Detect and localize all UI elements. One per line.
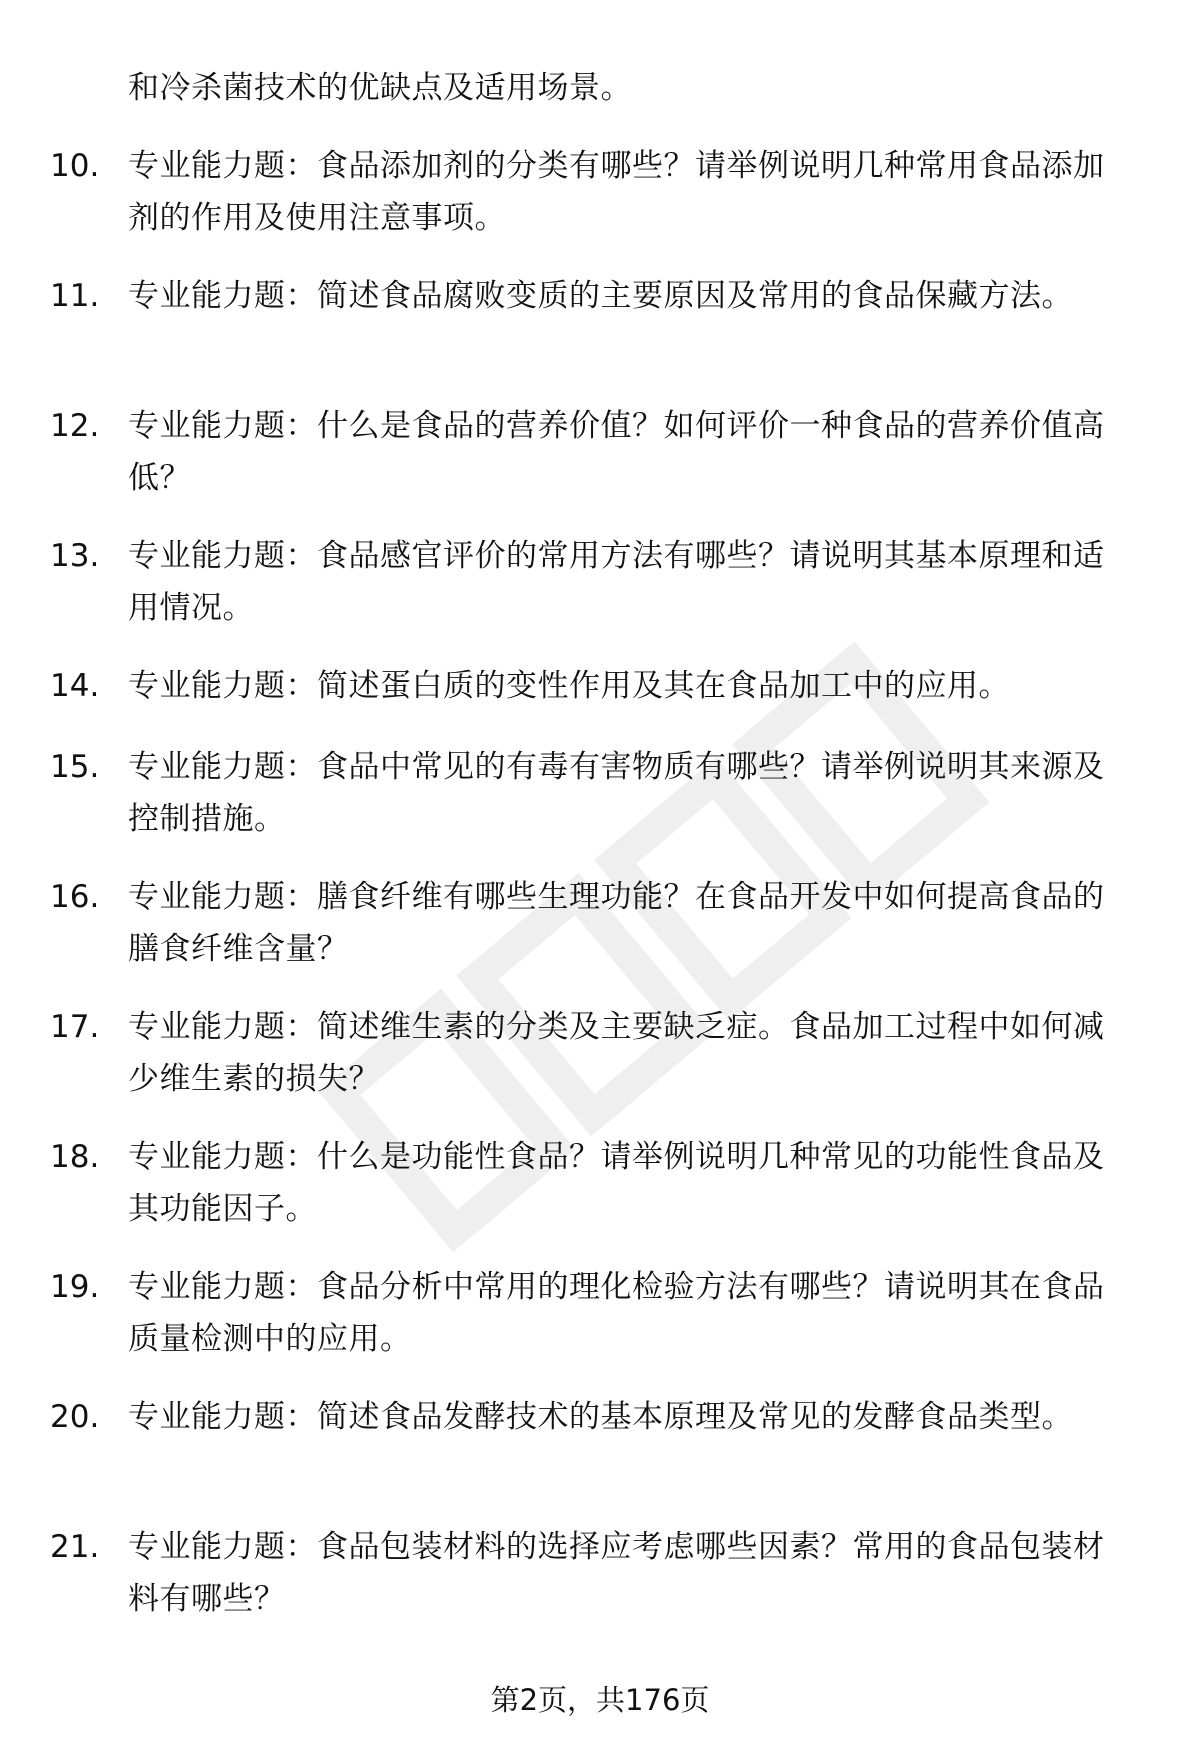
- question-number: 14.: [50, 668, 100, 704]
- question-text: 专业能力题：简述蛋白质的变性作用及其在食品加工中的应用。: [128, 668, 1010, 704]
- question-number: 18.: [50, 1139, 100, 1175]
- list-item: [0, 1261, 1200, 1391]
- list-item: [0, 871, 1200, 1001]
- question-text: 专业能力题：食品包装材料的选择应考虑哪些因素？常用的食品包装材料有哪些？: [128, 1529, 1105, 1617]
- question-text: 专业能力题：简述食品发酵技术的基本原理及常见的发酵食品类型。: [128, 1399, 1073, 1435]
- question-number: 17.: [50, 1009, 100, 1045]
- list-item: [0, 741, 1200, 871]
- list-item: [0, 1131, 1200, 1261]
- question-text: 专业能力题：简述维生素的分类及主要缺乏症。食品加工过程中如何减少维生素的损失？: [128, 1009, 1105, 1097]
- list-item: [0, 530, 1200, 660]
- question-text: 专业能力题：食品感官评价的常用方法有哪些？请说明其基本原理和适用情况。: [128, 538, 1105, 626]
- question-text: 专业能力题：简述食品腐败变质的主要原因及常用的食品保藏方法。: [128, 278, 1073, 314]
- question-number: 15.: [50, 749, 100, 785]
- question-number: 21.: [50, 1529, 100, 1565]
- question-text: 专业能力题：食品分析中常用的理化检验方法有哪些？请说明其在食品质量检测中的应用。: [128, 1269, 1105, 1357]
- question-number: 19.: [50, 1269, 100, 1305]
- question-text: 专业能力题：膳食纤维有哪些生理功能？在食品开发中如何提高食品的膳食纤维含量？: [128, 879, 1105, 967]
- question-number: 12.: [50, 408, 100, 444]
- continued-text: 和冷杀菌技术的优缺点及适用场景。: [128, 70, 632, 106]
- question-number: 20.: [50, 1399, 100, 1435]
- question-number: 11.: [50, 278, 100, 314]
- list-item: [0, 270, 1200, 400]
- question-text: 专业能力题：什么是功能性食品？请举例说明几种常见的功能性食品及其功能因子。: [128, 1139, 1105, 1227]
- list-item: [0, 1521, 1200, 1651]
- question-list: [0, 140, 1200, 1651]
- list-item: [0, 660, 1200, 741]
- list-item: [0, 400, 1200, 530]
- question-text: 专业能力题：什么是食品的营养价值？如何评价一种食品的营养价值高低？: [128, 408, 1105, 496]
- list-item: [0, 1391, 1200, 1521]
- list-item: [0, 140, 1200, 270]
- question-text: 专业能力题：食品添加剂的分类有哪些？请举例说明几种常用食品添加剂的作用及使用注意事项。: [128, 148, 1105, 236]
- list-item: [0, 1001, 1200, 1131]
- page-footer: 第2页，共176页: [490, 1683, 710, 1717]
- question-number: 10.: [50, 148, 100, 184]
- question-number: 13.: [50, 538, 100, 574]
- question-number: 16.: [50, 879, 100, 915]
- question-text: 专业能力题：食品中常见的有毒有害物质有哪些？请举例说明其来源及控制措施。: [128, 749, 1105, 837]
